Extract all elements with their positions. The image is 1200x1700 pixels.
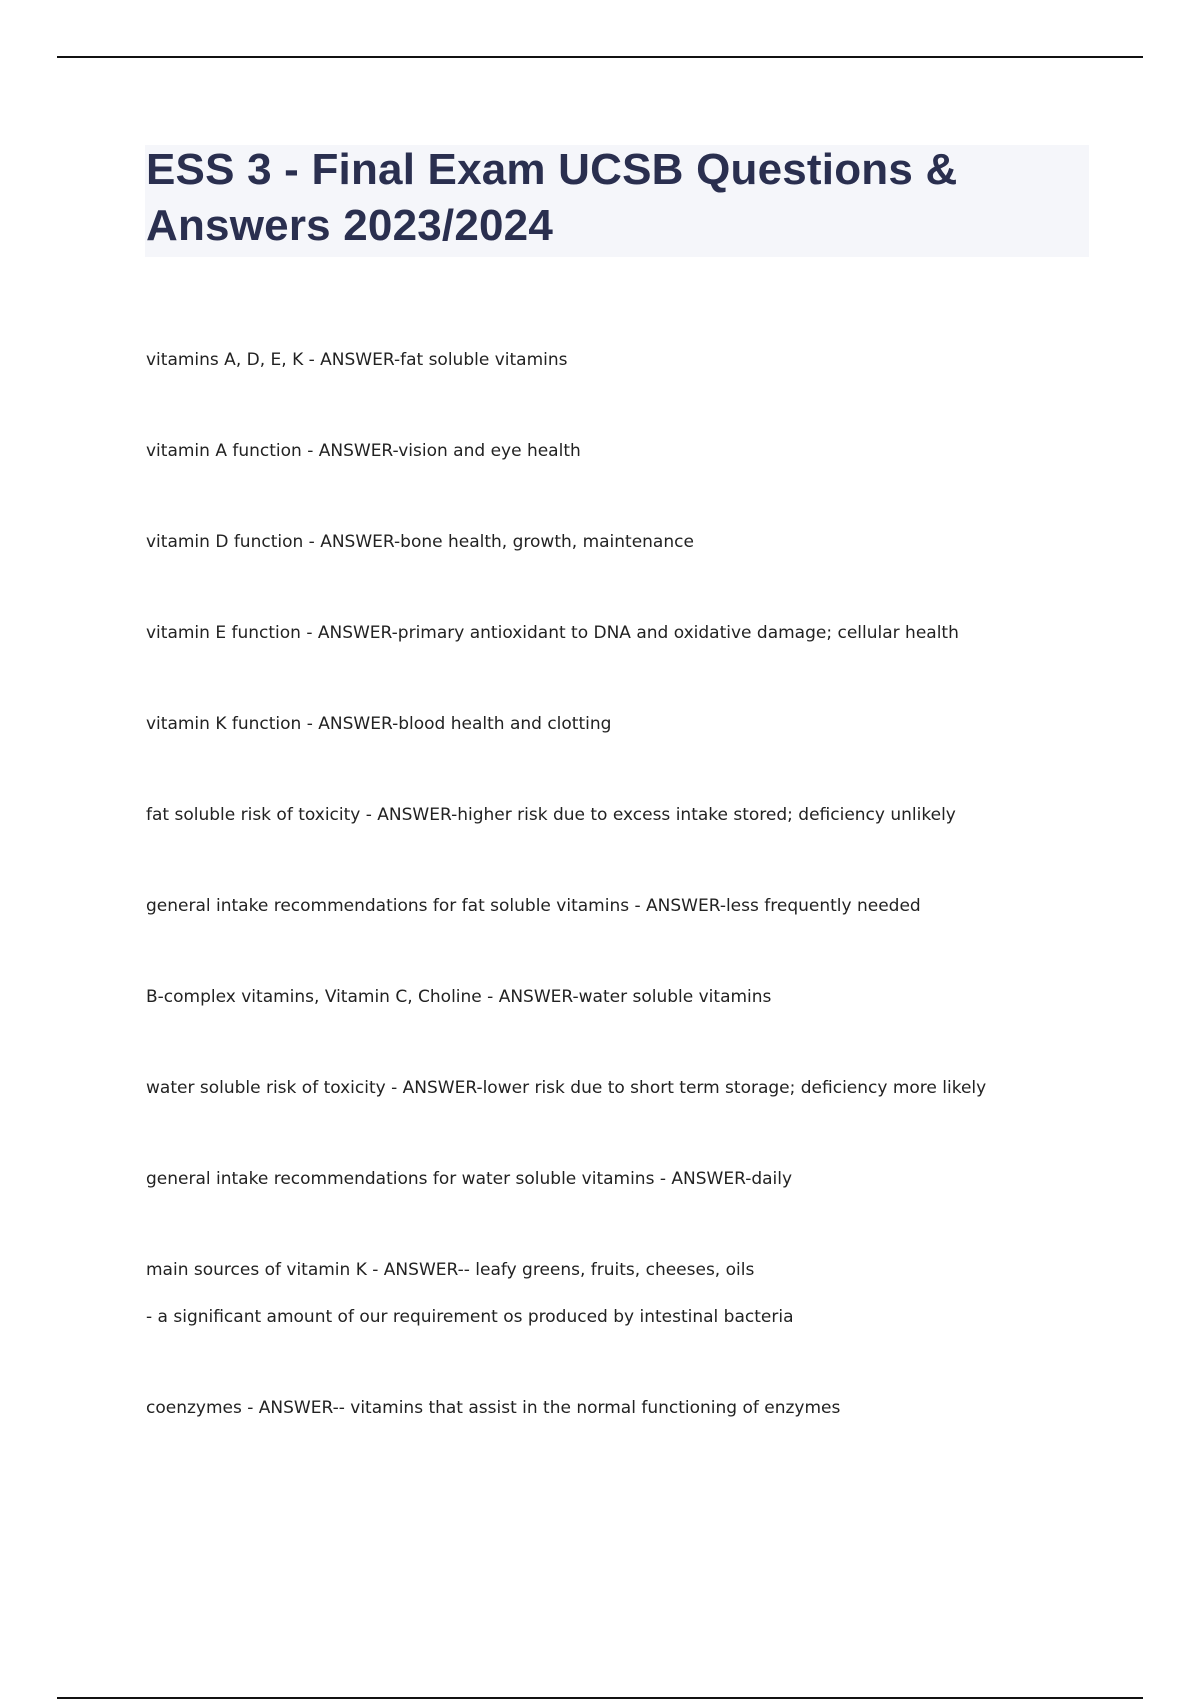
qa-text: coenzymes - ANSWER-- vitamins that assist in the normal functioning of enzymes bbox=[146, 1398, 841, 1418]
top-rule bbox=[57, 56, 1143, 58]
qa-text: vitamin A function - ANSWER-vision and eye health bbox=[146, 441, 581, 461]
qa-text: general intake recommendations for water soluble vitamins - ANSWER-daily bbox=[146, 1169, 793, 1189]
qa-text: B-complex vitamins, Vitamin C, Choline - ANSWER-water soluble vitamins bbox=[146, 987, 772, 1007]
qa-text: vitamin K function - ANSWER-blood health and clotting bbox=[146, 714, 612, 734]
qa-item-vitamin-k-sources bbox=[146, 1258, 794, 1329]
qa-text: vitamin D function - ANSWER-bone health, growth, maintenance bbox=[146, 532, 694, 552]
qa-text: vitamin E function - ANSWER-primary antioxidant to DNA and oxidative damage; cellular health bbox=[146, 623, 959, 643]
bottom-rule bbox=[57, 1697, 1143, 1699]
qa-item-vitamin-d bbox=[146, 530, 694, 554]
qa-text: main sources of vitamin K - ANSWER-- leafy greens, fruits, cheeses, oils bbox=[146, 1260, 755, 1280]
qa-item-vitamin-a bbox=[146, 439, 581, 463]
qa-text: vitamins A, D, E, K - ANSWER-fat soluble vitamins bbox=[146, 350, 568, 370]
qa-text: water soluble risk of toxicity - ANSWER-lower risk due to short term storage; deficiency more likely bbox=[146, 1078, 987, 1098]
document-title: ESS 3 - Final Exam UCSB Questions & Answers 2023/2024 bbox=[146, 145, 958, 250]
qa-item-water-soluble-toxicity bbox=[146, 1076, 986, 1100]
qa-continuation: - a significant amount of our requirement os produced by intestinal bacteria bbox=[146, 1307, 794, 1327]
qa-item-fat-soluble-toxicity bbox=[146, 803, 956, 827]
qa-item-vitamins-adek bbox=[146, 348, 568, 372]
qa-item-vitamin-k bbox=[146, 712, 611, 736]
qa-text: fat soluble risk of toxicity - ANSWER-higher risk due to excess intake stored; deficiency unlikely bbox=[146, 805, 956, 825]
qa-item-water-soluble-intake bbox=[146, 1167, 792, 1191]
qa-item-vitamin-e bbox=[146, 621, 959, 645]
qa-item-fat-soluble-intake bbox=[146, 894, 921, 918]
qa-item-water-soluble-vitamins bbox=[146, 985, 771, 1009]
qa-item-coenzymes bbox=[146, 1396, 840, 1420]
qa-text: general intake recommendations for fat soluble vitamins - ANSWER-less frequently needed bbox=[146, 896, 921, 916]
